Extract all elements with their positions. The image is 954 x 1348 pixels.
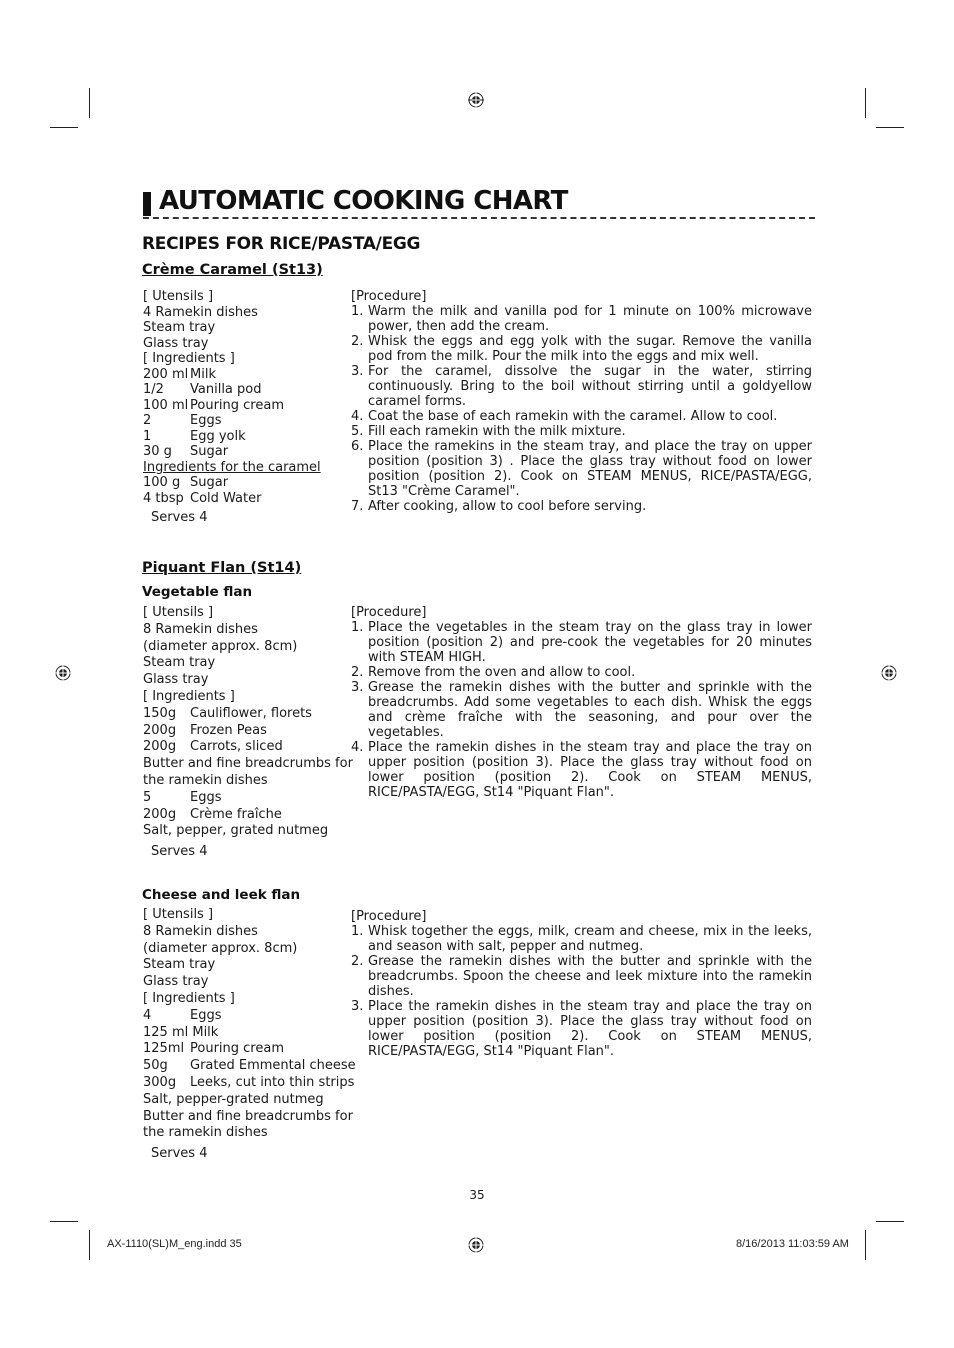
- ingredients-heading: [ Ingredients ]: [143, 351, 235, 366]
- ingredient-line: Butter and fine breadcrumbs for the ramekin dishes: [143, 1108, 353, 1141]
- procedure-step: 3. For the caramel, dissolve the sugar in the water, stirring continuously. Bring to the boil without stirring until a goldyellow caramel forms.: [351, 364, 812, 409]
- serves-text: Serves 4: [151, 844, 208, 860]
- procedure-step: 2. Grease the ramekin dishes with the butter and sprinkle with the breadcrumbs. Spoon the cheese and leek mixture into the ramekin dishes.: [351, 954, 812, 999]
- crop-mark: [50, 1221, 78, 1222]
- ingredient-line: 2 Eggs: [143, 413, 222, 428]
- crop-mark: [50, 127, 78, 128]
- footer-filename: AX-1110(SL)M_eng.indd 35: [107, 1238, 242, 1250]
- procedure-step: 7. After cooking, allow to cool before serving.: [351, 499, 647, 514]
- ingredient-line: 4 Eggs: [143, 1007, 222, 1023]
- page-title: AUTOMATIC COOKING CHART: [159, 186, 568, 216]
- ingredient-line: 200g Crème fraîche: [143, 806, 282, 822]
- ingredient-line: 100 g Sugar: [143, 475, 229, 490]
- procedure-step: 3. Place the ramekin dishes in the steam tray and place the tray on upper position (position 3). Place the glass tray without food on lower position (position 2). Cook on STEAM MENUS, RICE/PASTA/EGG, St14 "Piquant Flan".: [351, 999, 812, 1059]
- utensil-line: 8 Ramekin dishes: [143, 621, 258, 637]
- ingredient-line: 125ml Pouring cream: [143, 1041, 284, 1057]
- crop-mark: [876, 127, 904, 128]
- procedure-heading: [Procedure]: [351, 289, 427, 304]
- procedure-step: 2. Remove from the oven and allow to cool.: [351, 665, 636, 680]
- crop-mark: [865, 1230, 866, 1260]
- serves-text: Serves 4: [151, 1146, 208, 1162]
- procedure-step: 6. Place the ramekins in the steam tray, and place the tray on upper position (position 3) . Place the glass tray without food on lower position (position 2). Cook on STEAM MENUS, RICE/PASTA/EGG, St13 "Crème Caramel".: [351, 439, 812, 499]
- utensil-line: Steam tray: [143, 655, 216, 671]
- procedure-step: 5. Fill each ramekin with the milk mixture.: [351, 424, 626, 439]
- utensil-line: 8 Ramekin dishes: [143, 923, 258, 939]
- ingredient-line: 100 ml Pouring cream: [143, 397, 284, 413]
- procedure-step: 1. Whisk together the eggs, milk, cream and cheese, mix in the leeks, and season with salt, pepper and nutmeg.: [351, 924, 812, 954]
- utensil-line: 4 Ramekin dishes: [143, 304, 258, 320]
- recipe1-procedure: [351, 289, 812, 514]
- registration-mark-icon: [881, 665, 897, 681]
- recipe2b-left-column: [143, 907, 358, 1163]
- footer-timestamp: 8/16/2013 11:03:59 AM: [736, 1238, 849, 1250]
- utensil-line: [ Utensils ]: [143, 605, 214, 620]
- registration-mark-icon: [55, 665, 71, 681]
- ingredient-line: 1/2 Vanilla pod: [143, 382, 262, 397]
- ingredient-line: 300g Leeks, cut into thin strips: [143, 1074, 355, 1090]
- ingredient-line: 200g Carrots, sliced: [143, 739, 283, 755]
- ingredient-line: 4 tbsp Cold Water: [143, 490, 262, 506]
- caramel-heading: Ingredients for the caramel: [143, 459, 321, 475]
- procedure-step: 3. Grease the ramekin dishes with the butter and sprinkle with the breadcrumbs. Add some vegetables to each dish. Whisk the eggs and crème fraîche with the seasoning, and pour over the vegetables.: [351, 680, 812, 740]
- subrecipe-title: Cheese and leek flan: [142, 887, 301, 903]
- ingredient-line: Salt, pepper, grated nutmeg: [143, 823, 329, 839]
- procedure-step: 4. Place the ramekin dishes in the steam tray and place the tray on upper position (position 3). Place the glass tray without food on lower position (position 2). Cook on STEAM MENUS, RICE/PASTA/EGG, St14 "Piquant Flan".: [351, 740, 812, 800]
- ingredient-line: 200 ml Milk: [143, 366, 216, 382]
- utensil-line: Steam tray: [143, 957, 216, 973]
- subrecipe-title: Vegetable flan: [142, 584, 253, 600]
- recipe2b-procedure: [351, 909, 812, 1059]
- recipe2a-left-column: [143, 605, 358, 861]
- procedure-step: 1. Place the vegetables in the steam tray on the glass tray in lower position (position 2) and pre-cook the vegetables for 20 minutes with STEAM HIGH.: [351, 620, 812, 665]
- procedure-heading: [Procedure]: [351, 909, 427, 924]
- utensil-line: Glass tray: [143, 974, 209, 990]
- utensil-line: (diameter approx. 8cm): [143, 940, 298, 956]
- crop-mark: [865, 88, 866, 118]
- procedure-step: 2. Whisk the eggs and egg yolk with the sugar. Remove the vanilla pod from the milk. Pour the milk into the eggs and mix well.: [351, 334, 812, 364]
- ingredient-line: 5 Eggs: [143, 789, 222, 805]
- recipe-title: Crème Caramel (St13): [142, 262, 323, 278]
- crop-mark: [89, 88, 90, 118]
- recipe2a-procedure: [351, 605, 812, 800]
- ingredients-heading: [ Ingredients ]: [143, 688, 235, 704]
- ingredient-line: Butter and fine breadcrumbs for the ramekin dishes: [143, 756, 353, 788]
- title-dashed-rule: [143, 217, 815, 219]
- ingredient-line: 50g Grated Emmental cheese: [143, 1058, 356, 1074]
- utensil-line: Steam tray: [143, 320, 216, 335]
- ingredients-heading: [ Ingredients ]: [143, 990, 235, 1006]
- procedure-step: 4. Coat the base of each ramekin with the caramel. Allow to cool.: [351, 409, 778, 424]
- crop-mark: [89, 1230, 90, 1260]
- utensil-line: [ Utensils ]: [143, 289, 214, 304]
- page-number: 35: [469, 1188, 485, 1202]
- ingredient-line: 200g Frozen Peas: [143, 722, 267, 738]
- utensil-line: [ Utensils ]: [143, 907, 214, 922]
- ingredient-line: Salt, pepper-grated nutmeg: [143, 1091, 324, 1107]
- crop-mark: [876, 1221, 904, 1222]
- recipe1-left-column: [143, 289, 358, 526]
- serves-text: Serves 4: [151, 510, 208, 525]
- procedure-step: 1. Warm the milk and vanilla pod for 1 minute on 100% microwave power, then add the cream.: [351, 304, 812, 334]
- recipe-title: Piquant Flan (St14): [142, 560, 302, 576]
- utensil-line: (diameter approx. 8cm): [143, 638, 298, 654]
- registration-mark-icon: [468, 92, 484, 108]
- procedure-heading: [Procedure]: [351, 605, 427, 620]
- ingredient-line: 1 Egg yolk: [143, 428, 246, 444]
- registration-mark-icon: [468, 1237, 484, 1253]
- ingredient-line: 30 g Sugar: [143, 444, 229, 459]
- title-bar: [143, 192, 151, 216]
- ingredient-line: 125 ml Milk: [143, 1024, 219, 1040]
- utensil-line: Glass tray: [143, 672, 209, 688]
- utensil-line: Glass tray: [143, 335, 209, 351]
- ingredient-line: 150g Cauliflower, florets: [143, 705, 312, 721]
- section-heading: RECIPES FOR RICE/PASTA/EGG: [142, 234, 421, 254]
